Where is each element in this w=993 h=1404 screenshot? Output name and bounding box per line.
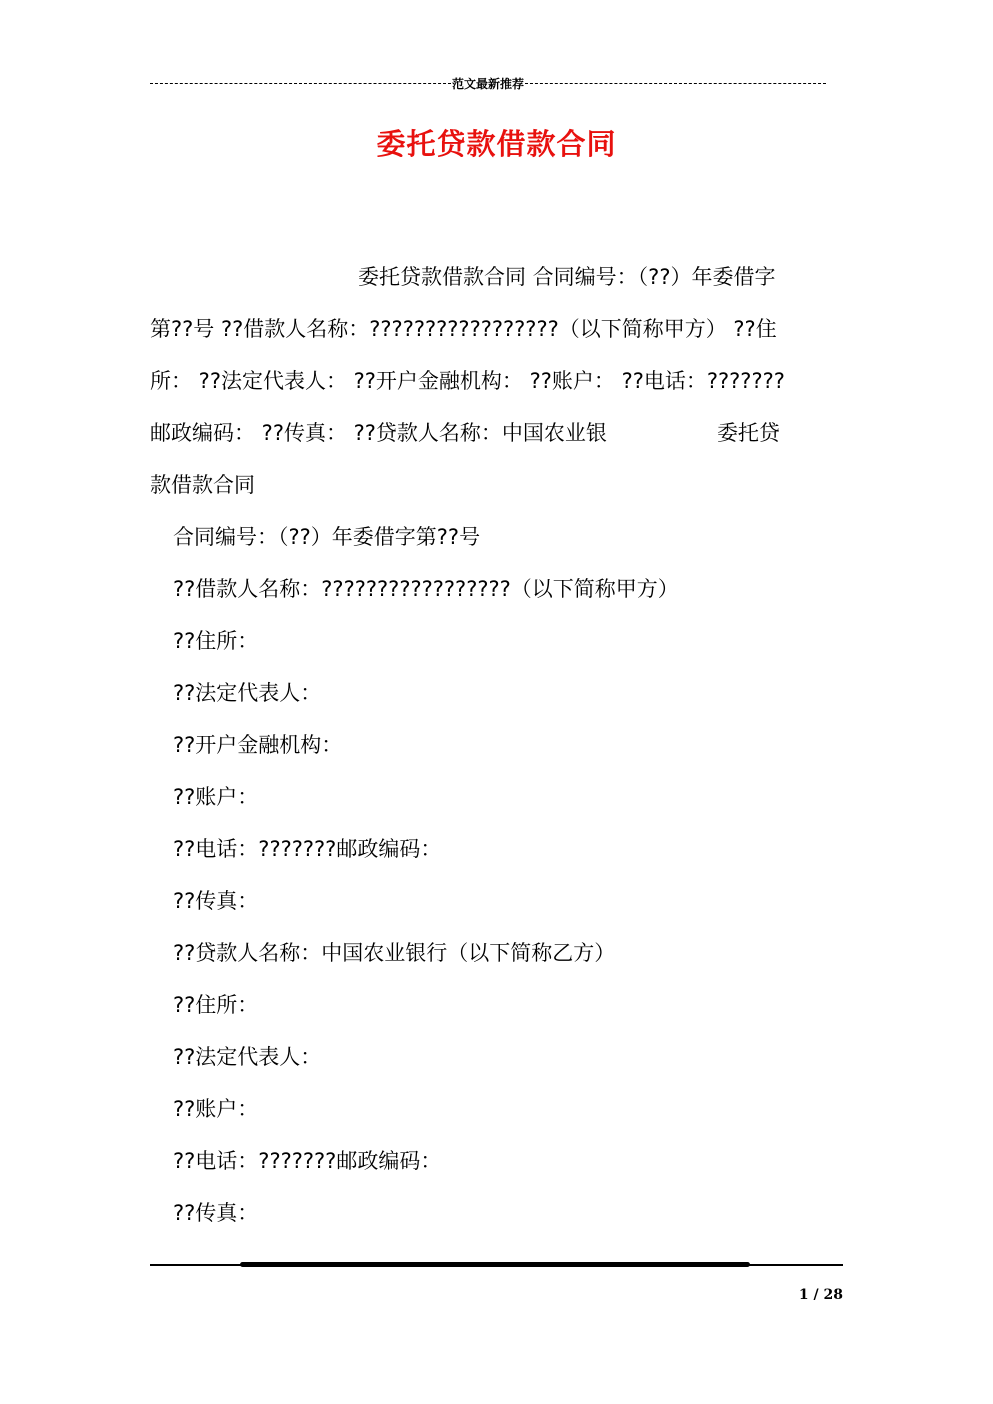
contract-line: ??电话：???????邮政编码： xyxy=(173,1149,442,1173)
intro-line: 委托贷款借款合同 合同编号：（??）年委借字 xyxy=(358,265,776,289)
intro-line-text: 邮政编码： ??传真： ??贷款人名称：中国农业银 xyxy=(150,421,607,445)
footer-rule-accent xyxy=(240,1262,750,1267)
contract-line: ??开户金融机构： xyxy=(173,733,343,757)
intro-line: 第??号 ??借款人名称：?????????????????（以下简称甲方） ??住 xyxy=(150,317,777,341)
contract-line: ??贷款人名称：中国农业银行（以下简称乙方） xyxy=(173,941,616,965)
page-number: 1 / 28 xyxy=(798,1287,843,1303)
header-dash-right xyxy=(525,83,826,84)
intro-line xyxy=(150,418,843,470)
contract-line: 合同编号：（??）年委借字第??号 xyxy=(173,525,481,549)
contract-line: ??传真： xyxy=(173,1201,259,1225)
contract-line: ??账户： xyxy=(173,1097,259,1121)
contract-line: ??账户： xyxy=(173,785,259,809)
contract-line: ??住所： xyxy=(173,993,259,1017)
page-header xyxy=(150,72,826,94)
header-dash-left xyxy=(150,83,451,84)
contract-line: ??法定代表人： xyxy=(173,1045,322,1069)
contract-line: ??住所： xyxy=(173,629,259,653)
contract-line: ??借款人名称：?????????????????（以下简称甲方） xyxy=(173,577,679,601)
contract-line: ??法定代表人： xyxy=(173,681,322,705)
intro-paragraph xyxy=(150,262,843,522)
document-title: 委托贷款借款合同 xyxy=(376,127,617,161)
contract-line: ??传真： xyxy=(173,889,259,913)
header-text: 范文最新推荐 xyxy=(452,76,525,91)
intro-line: 款借款合同 xyxy=(150,473,255,497)
intro-line-text: 委托贷 xyxy=(716,421,780,445)
intro-line: 所： ??法定代表人： ??开户金融机构： ??账户： ??电话：??????? xyxy=(150,369,785,393)
contract-line: ??电话：???????邮政编码： xyxy=(173,837,442,861)
